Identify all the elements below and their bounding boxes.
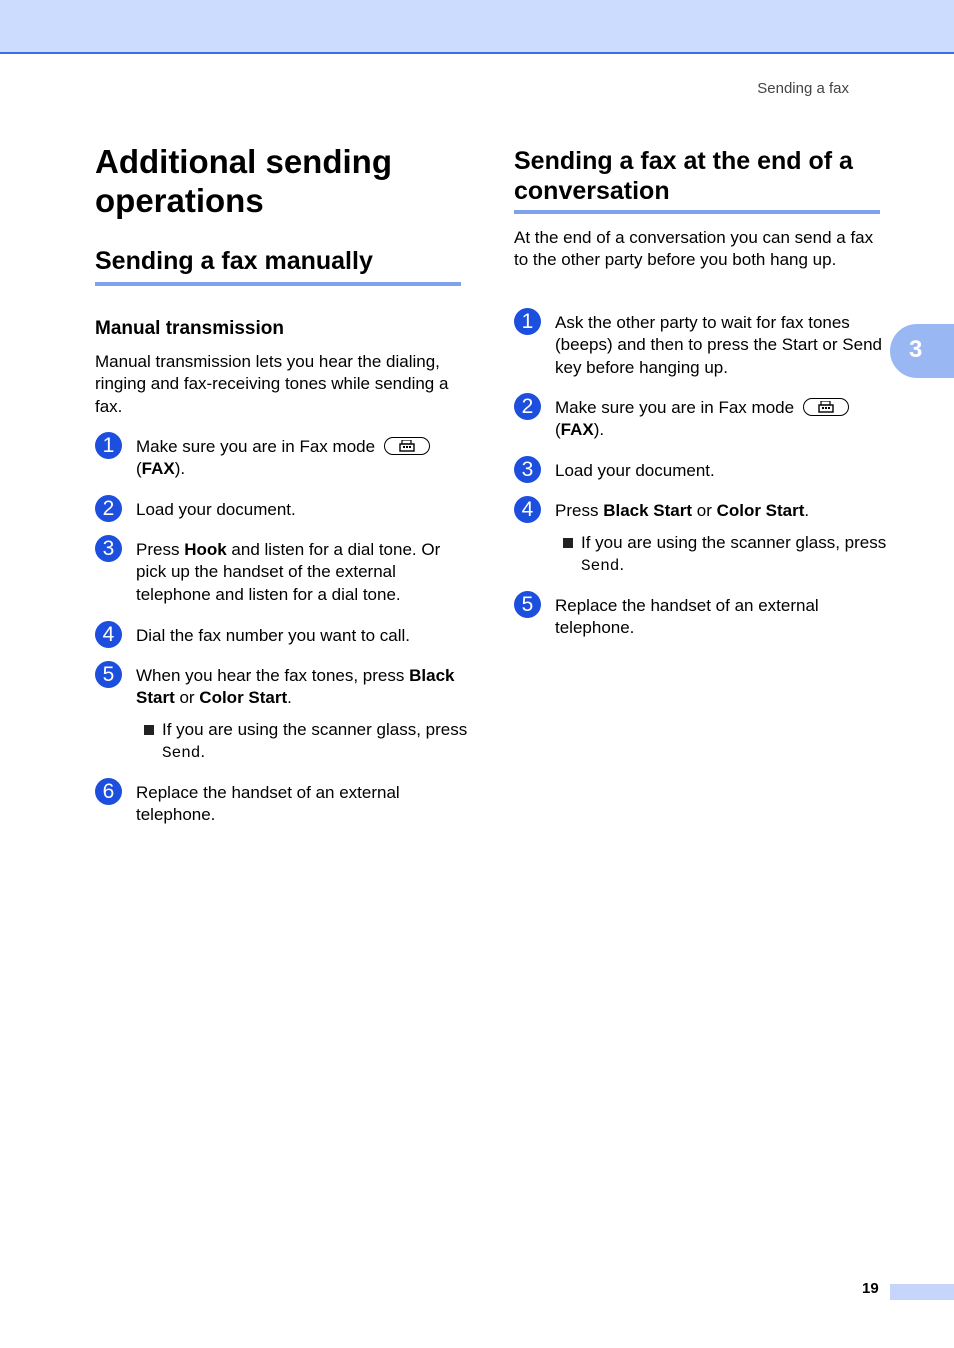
send-key-label: Send	[581, 557, 620, 576]
step-number: 3	[95, 535, 122, 562]
step-number: 3	[514, 456, 541, 483]
step-text: Make sure you are in Fax mode	[136, 437, 376, 456]
step-text: Ask the other party to wait for fax tones (beeps) and then to press the Start or Send key before hanging up.	[555, 313, 882, 377]
intro-paragraph: At the end of a conversation you can send a fax to the other party before you both hang up.	[514, 228, 874, 270]
step-number: 2	[95, 495, 122, 522]
hook-key-label: Hook	[184, 540, 227, 559]
step-number: 5	[514, 591, 541, 618]
step-text: Load your document.	[555, 461, 715, 480]
step-number: 1	[514, 308, 541, 335]
fax-mode-key-icon	[803, 398, 849, 416]
step-text: Replace the handset of an external telephone.	[555, 596, 819, 638]
step-text: Load your document.	[136, 500, 296, 519]
black-start-label: Black Start	[136, 666, 455, 708]
page-number: 19	[862, 1280, 879, 1297]
step-text: Replace the handset of an external telephone.	[136, 783, 400, 825]
header-band	[0, 0, 954, 54]
square-bullet-icon	[144, 725, 154, 735]
square-bullet-icon	[563, 538, 573, 548]
page-title: Additional sending operations	[95, 143, 392, 219]
send-key-label: Send	[162, 744, 201, 763]
step-number: 4	[514, 496, 541, 523]
chapter-number: 3	[909, 336, 923, 363]
step-text: Make sure you are in Fax mode	[555, 398, 795, 417]
black-start-label: Black Start	[603, 501, 693, 520]
section-title-manual: Sending a fax manually	[95, 246, 461, 286]
step-number: 5	[95, 661, 122, 688]
step-text: Dial the fax number you want to call.	[136, 626, 411, 645]
running-header: Sending a fax	[757, 80, 849, 97]
intro-paragraph: Manual transmission lets you hear the dialing, ringing and fax-receiving tones while sending a fax.	[95, 352, 449, 416]
section-title-end-of-conversation: Sending a fax at the end of a conversation	[514, 146, 880, 214]
step-number: 4	[95, 621, 122, 648]
color-start-label: Color Start	[716, 501, 805, 520]
fax-label: FAX	[560, 420, 594, 440]
chapter-tab	[890, 324, 954, 378]
step-number: 1	[95, 432, 122, 459]
fax-label: FAX	[141, 459, 175, 479]
step-number: 6	[95, 778, 122, 805]
step-number: 2	[514, 393, 541, 420]
subsection-title: Manual transmission	[95, 318, 284, 339]
page-number-bar	[890, 1284, 954, 1300]
fax-mode-key-icon	[384, 437, 430, 455]
color-start-label: Color Start	[199, 688, 288, 708]
